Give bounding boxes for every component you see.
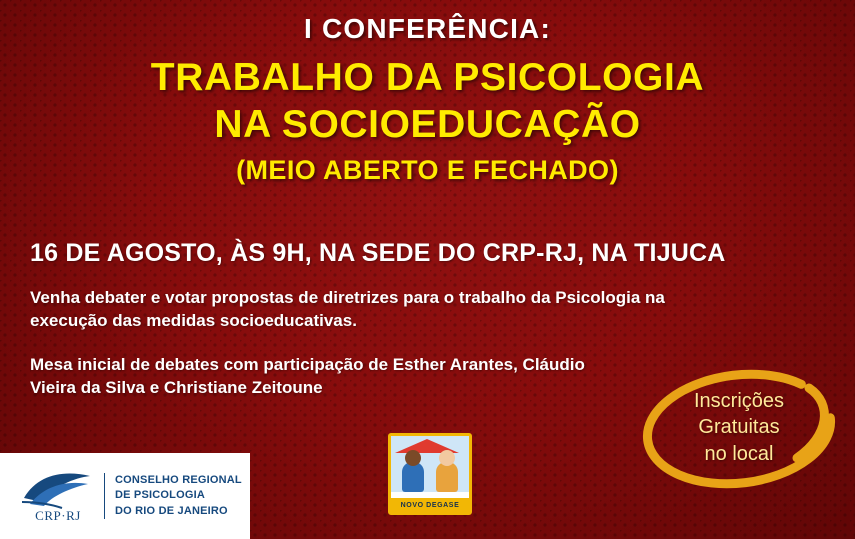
badge-line-1: Inscrições <box>693 390 785 412</box>
event-panel-paragraph: Mesa inicial de debates com participação de Esther Arantes, Cláudio Vieira da Silva e Christiane Zeitoune <box>30 354 585 398</box>
crp-name-line-3: DO RIO DE JANEIRO <box>115 504 228 517</box>
title-line-4: (MEIO ABERTO E FECHADO) <box>236 154 619 185</box>
degase-illustration <box>391 436 469 492</box>
badge-line-3: no local <box>704 442 774 465</box>
event-date-location: 16 DE AGOSTO, ÀS 9H, NA SEDE DO CRP-RJ, NA TIJUCA <box>30 239 726 267</box>
crp-logo <box>0 453 250 539</box>
title-line-2: TRABALHO DA PSICOLOGIA <box>150 56 705 100</box>
badge-line-2: Gratuitas <box>698 416 780 439</box>
degase-child-right-icon <box>436 462 458 492</box>
crp-divider <box>104 473 105 519</box>
degase-child-left-icon <box>402 462 424 492</box>
crp-name-line-1: CONSELHO REGIONAL <box>115 473 242 486</box>
badge-text <box>637 388 841 467</box>
crp-mark-text: CRP·RJ <box>35 508 81 523</box>
crp-name <box>115 473 242 520</box>
title-line-1: I CONFERÊNCIA: <box>303 13 552 44</box>
free-registration-badge <box>637 366 841 492</box>
degase-caption: NOVO DEGASE <box>391 498 469 512</box>
crp-name-line-2: DE PSICOLOGIA <box>115 489 205 502</box>
degase-logo <box>388 433 472 515</box>
event-description-paragraph: Venha debater e votar propostas de diretrizes para o trabalho da Psicologia na execução das medidas socioeducativas. <box>30 288 665 331</box>
title-line-3: NA SOCIOEDUCAÇÃO <box>214 102 641 146</box>
poster-title-block <box>0 14 855 188</box>
crp-emblem <box>14 466 102 526</box>
crp-bird-icon <box>20 468 96 510</box>
